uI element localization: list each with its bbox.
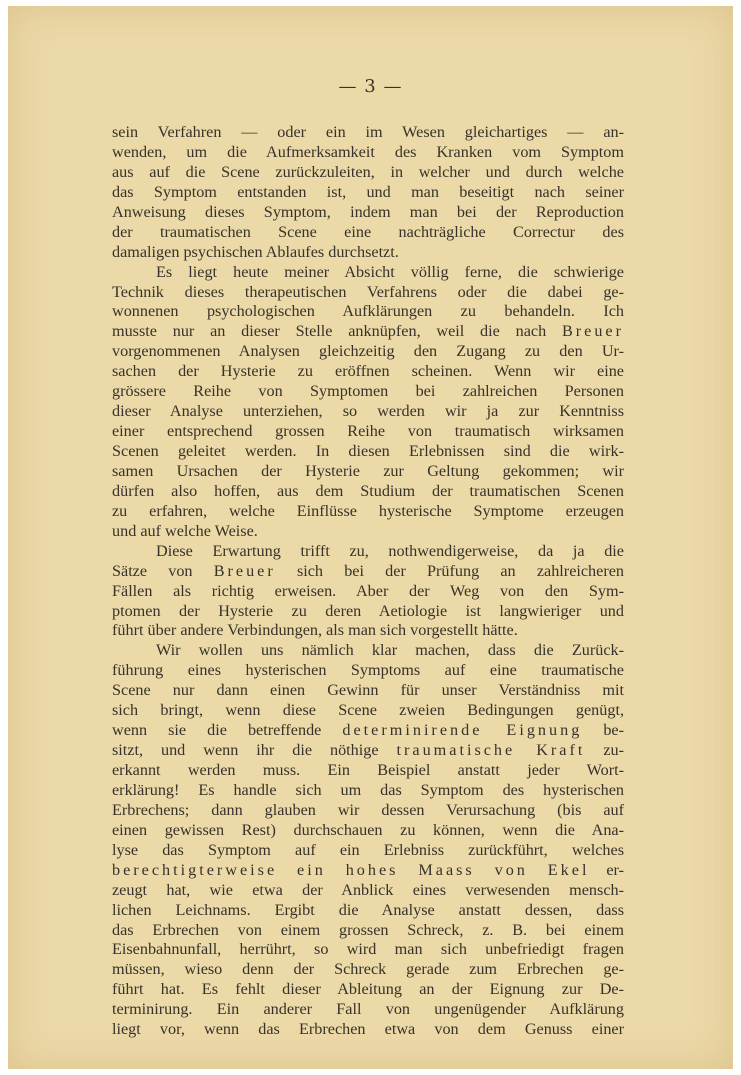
text-line: [112, 960, 624, 980]
text-segment: ptomen der Hysterie zu deren Aetiologie ist langwieriger und: [112, 601, 624, 620]
text-line: [112, 641, 624, 661]
text-line: [112, 980, 624, 1000]
text-segment: Technik dieses therapeutischen Verfahrens oder die dabei ge-: [112, 282, 624, 301]
text-line: [112, 322, 624, 342]
text-segment: Sätze von: [112, 561, 214, 580]
text-line: [112, 362, 624, 382]
text-segment: wenden, um die Aufmerksamkeit des Kranken vom Symptom: [112, 142, 624, 161]
text-line: [112, 562, 624, 582]
text-line: [112, 621, 624, 641]
text-segment: zu-: [585, 741, 624, 760]
text-line: [112, 243, 624, 263]
text-segment: Wir wollen uns nämlich klar machen, dass die Zurück-: [156, 641, 624, 660]
text-line: [112, 263, 624, 283]
text-line: [112, 721, 624, 741]
text-segment: liegt vor, wenn das Erbrechen etwa von dem Genuss einer: [112, 1020, 624, 1039]
text-line: [112, 502, 624, 522]
text-line: [112, 701, 624, 721]
emphasized-text: Breuer: [561, 322, 624, 341]
text-segment: lichen Leichnams. Ergibt die Analyse anstatt dessen, dass: [112, 900, 624, 919]
text-segment: erklärung! Es handle sich um das Symptom des hysterischen: [112, 780, 624, 799]
text-line: [112, 522, 624, 542]
text-segment: vorgenommenen Analysen gleichzeitig den Zugang zu den Ur-: [112, 342, 624, 361]
text-segment: dieser Analyse unterziehen, so werden wir ja zur Kenntniss: [112, 402, 624, 421]
emphasized-text: determinirende Eignung: [342, 721, 583, 740]
text-line: [112, 342, 624, 362]
text-line: [112, 741, 624, 761]
text-line: [112, 482, 624, 502]
text-segment: samen Ursachen der Hysterie zur Geltung gekommen; wir: [112, 461, 624, 480]
text-line: [112, 283, 624, 303]
text-line: [112, 881, 624, 901]
text-segment: Diese Erwartung trifft zu, nothwendigerweise, da ja die: [156, 541, 624, 560]
text-line: [112, 901, 624, 921]
text-line: [112, 1020, 624, 1040]
text-line: [112, 123, 624, 143]
text-line: [112, 582, 624, 602]
text-segment: das Symptom entstanden ist, und man beseitigt nach seiner: [112, 182, 624, 201]
emphasized-text: traumatische Kraft: [396, 741, 586, 760]
text-segment: zu erfahren, welche Einflüsse hysterische Symptome erzeugen: [112, 501, 624, 520]
text-segment: lyse das Symptom auf ein Erlebniss zurückführt, welches: [112, 840, 624, 859]
text-segment: erkannt werden muss. Ein Beispiel anstatt jeder Wort-: [112, 761, 624, 779]
text-segment: Anweisung dieses Symptom, indem man bei der Reproduction: [112, 202, 624, 221]
text-line: [112, 422, 624, 442]
text-segment: aus auf die Scene zurückzuleiten, in welcher und durch welche: [112, 162, 624, 181]
text-segment: führung eines hysterischen Symptoms auf eine traumatische: [112, 661, 624, 680]
text-segment: das Erbrechen von einem grossen Schreck, z. B. bei einem: [112, 920, 624, 939]
text-segment: wonnenen psychologischen Aufklärungen zu behandeln. Ich: [112, 302, 624, 321]
text-line: [112, 442, 624, 462]
text-segment: wenn sie die betreffende: [112, 721, 343, 740]
text-segment: führt hat. Es fehlt dieser Ableitung an der Eignung zur De-: [112, 980, 624, 999]
text-line: [112, 861, 624, 881]
text-line: [112, 1000, 624, 1020]
text-segment: zeugt hat, wie etwa der Anblick eines verwesenden mensch-: [112, 880, 624, 899]
text-segment: und auf welche Weise.: [112, 521, 258, 540]
text-line: [112, 781, 624, 801]
text-segment: Eisenbahnunfall, herrührt, so wird man sich unbefriedigt fragen: [112, 940, 624, 959]
text-segment: damaligen psychischen Ablaufes durchsetzt.: [112, 242, 399, 261]
text-line: [112, 761, 624, 781]
text-segment: einen gewissen Rest) durchschauen zu können, wenn die Ana-: [112, 820, 624, 839]
body-text: [112, 123, 624, 1040]
text-line: [112, 602, 624, 622]
text-segment: sitzt, und wenn ihr die nöthige: [112, 741, 397, 760]
text-line: [112, 661, 624, 681]
text-segment: einer entsprechend grossen Reihe von traumatisch wirksamen: [112, 422, 624, 441]
text-segment: musste nur an dieser Stelle anknüpfen, weil die nach: [112, 322, 562, 341]
text-segment: Erbrechens; dann glauben wir dessen Verursachung (bis auf: [112, 800, 624, 819]
text-segment: terminirung. Ein anderer Fall von ungenügender Aufklärung: [112, 1000, 624, 1019]
text-segment: sich bringt, wenn diese Scene zweien Bedingungen genügt,: [112, 701, 624, 720]
text-segment: der traumatischen Scene eine nachträgliche Correctur des: [112, 222, 624, 241]
text-segment: Scene nur dann einen Gewinn für unser Verständniss mit: [112, 681, 624, 700]
text-segment: Es liegt heute meiner Absicht völlig ferne, die schwierige: [156, 262, 624, 281]
book-page: [8, 6, 733, 1069]
text-segment: führt über andere Verbindungen, als man sich vorgestellt hätte.: [112, 621, 518, 640]
emphasized-text: Breuer: [213, 561, 276, 580]
text-segment: sich bei der Prüfung an zahlreicheren: [275, 561, 624, 580]
text-line: [112, 203, 624, 223]
text-line: [112, 302, 624, 322]
text-segment: müssen, wieso denn der Schreck gerade zum Erbrechen ge-: [112, 960, 624, 979]
text-line: [112, 542, 624, 562]
text-line: [112, 382, 624, 402]
text-line: [112, 462, 624, 482]
text-line: [112, 402, 624, 422]
text-segment: sachen der Hysterie zu eröffnen scheinen. Wenn wir eine: [112, 362, 624, 381]
text-line: [112, 940, 624, 960]
text-segment: Scenen geleitet werden. In diesen Erlebnissen sind die wirk-: [112, 442, 624, 460]
text-line: [112, 801, 624, 821]
text-line: [112, 821, 624, 841]
text-line: [112, 921, 624, 941]
text-segment: grössere Reihe von Symptomen bei zahlreichen Personen: [112, 382, 624, 401]
text-line: [112, 143, 624, 163]
text-segment: er-: [589, 860, 624, 879]
text-line: [112, 183, 624, 203]
text-line: [112, 841, 624, 861]
text-line: [112, 163, 624, 183]
text-segment: Fällen als richtig erweisen. Aber der Weg von den Sym-: [112, 581, 624, 600]
text-segment: be-: [582, 721, 624, 740]
text-line: [112, 223, 624, 243]
page-number: — 3 —: [338, 76, 403, 97]
text-line: [112, 681, 624, 701]
emphasized-text: berechtigterweise ein hohes Maass von Ekel: [112, 860, 590, 879]
text-segment: dürfen also hoffen, aus dem Studium der traumatischen Scenen: [112, 481, 624, 500]
text-segment: sein Verfahren — oder ein im Wesen gleichartiges — an-: [112, 123, 624, 141]
